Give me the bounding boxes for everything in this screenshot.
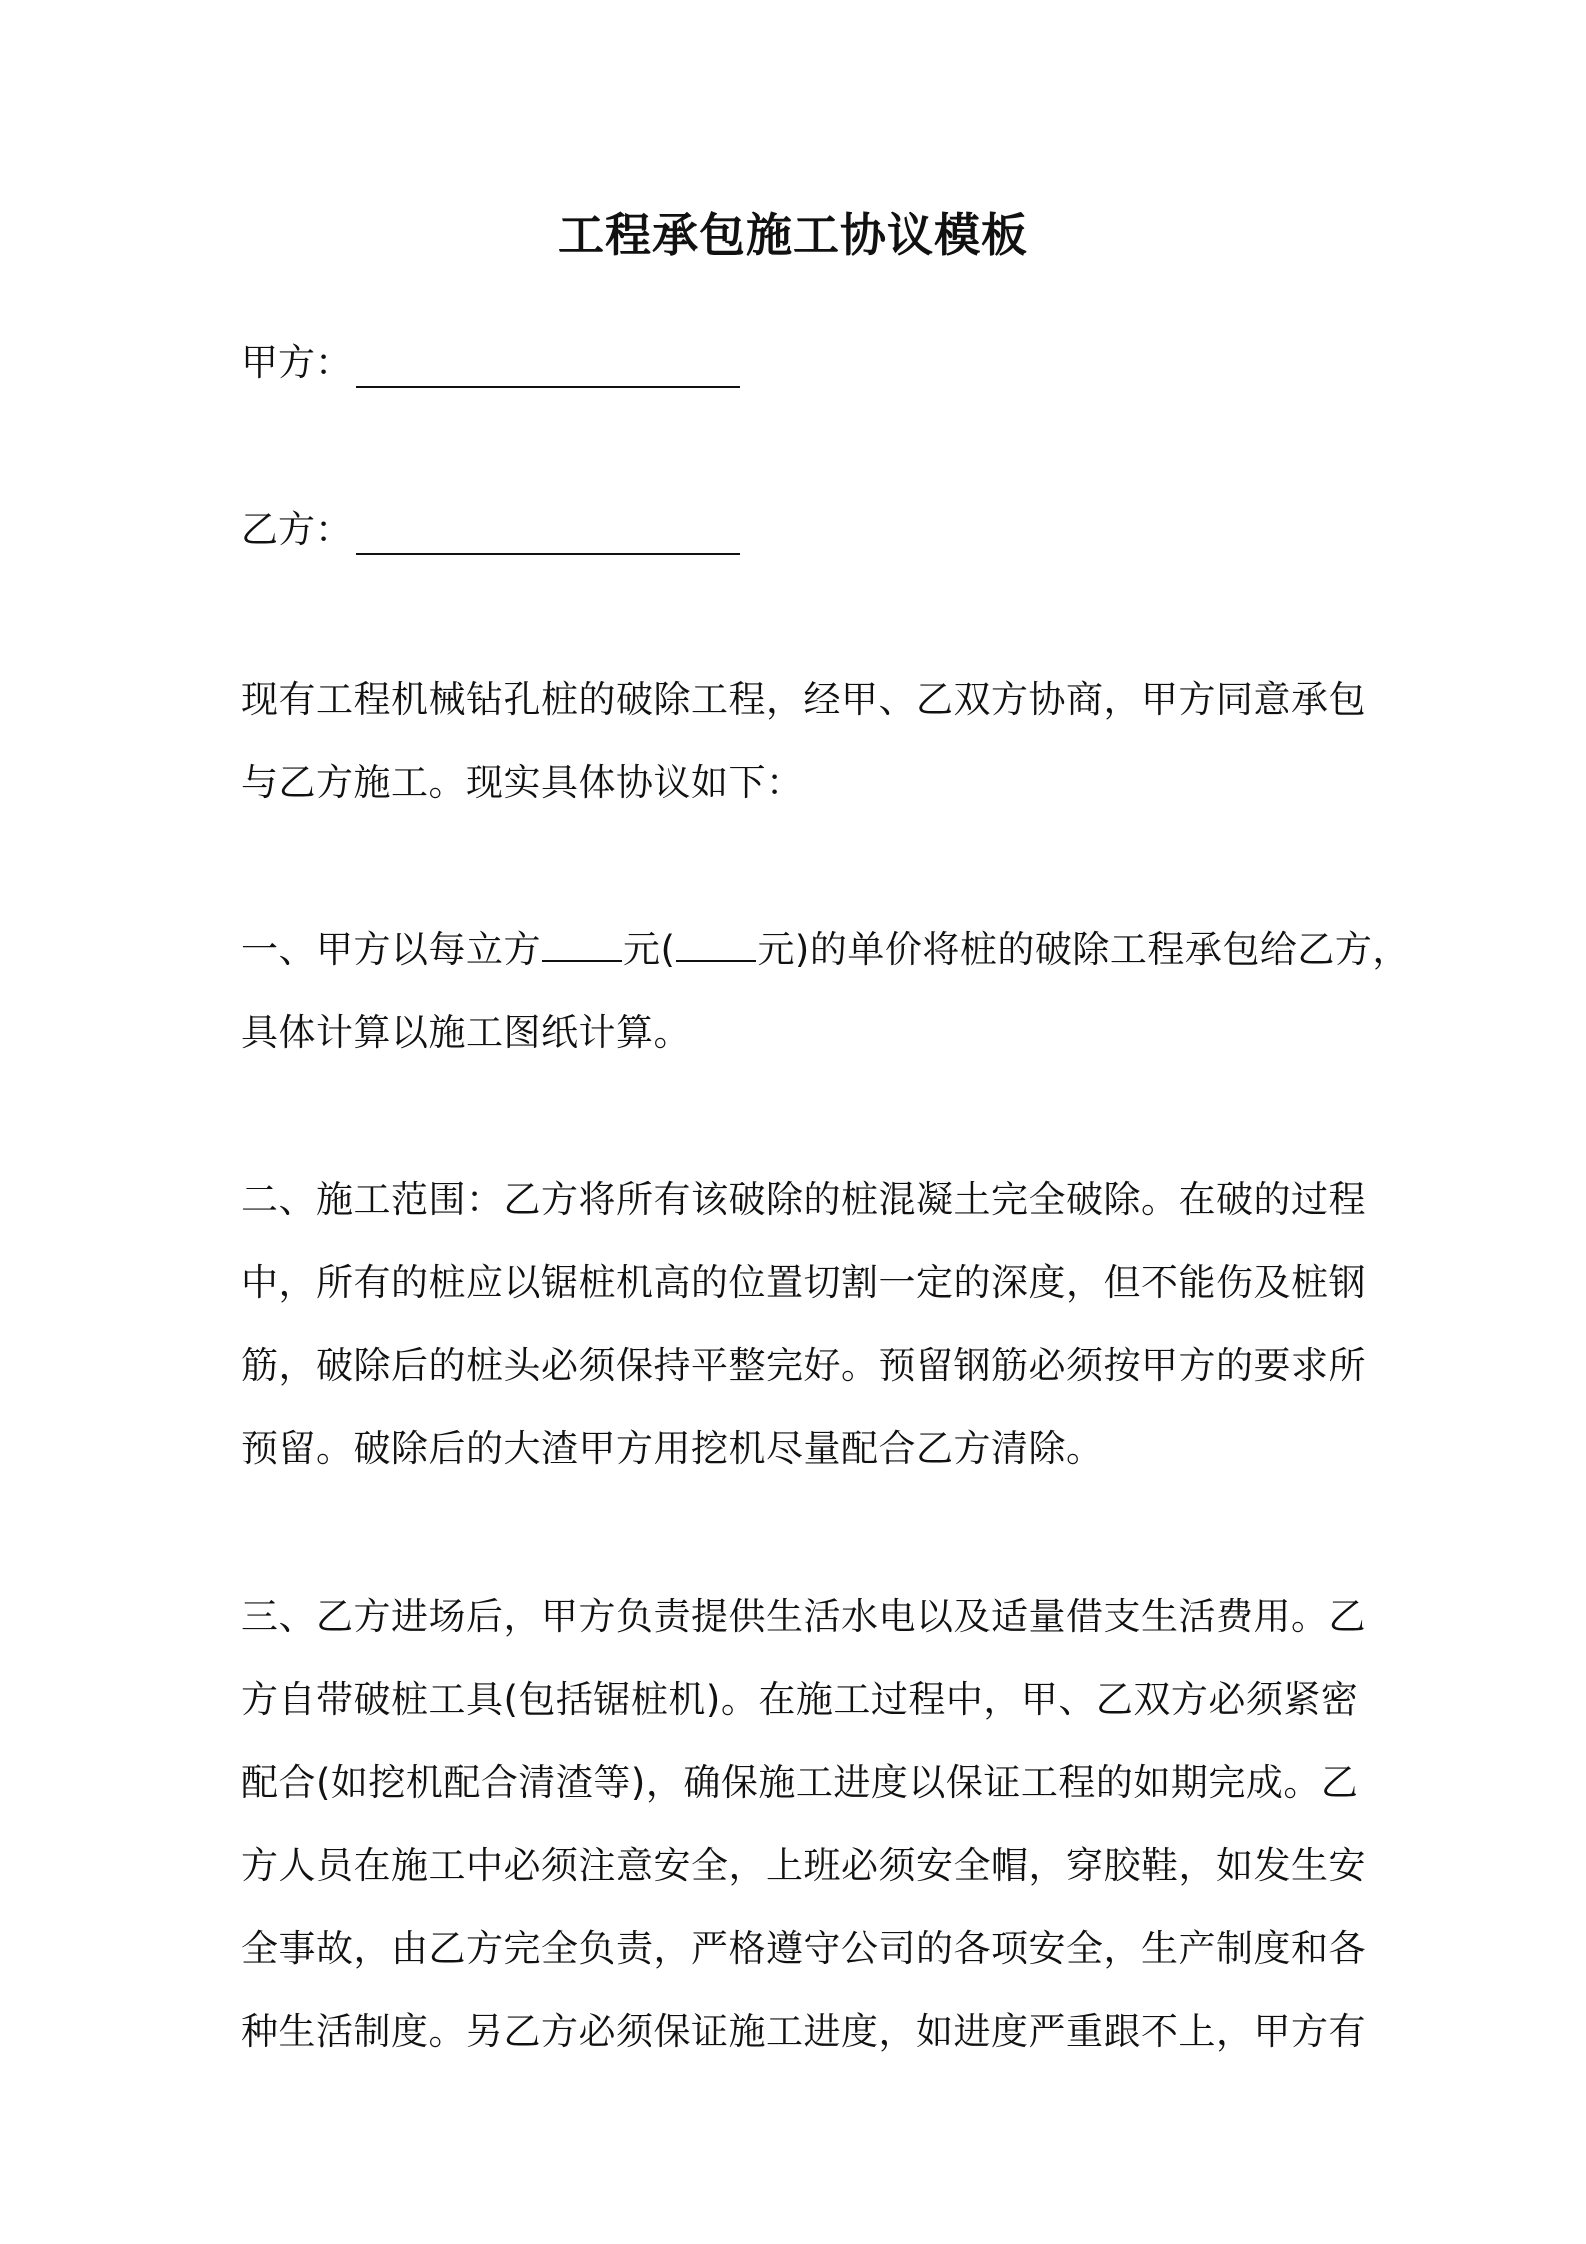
- party-a-blank: [356, 346, 740, 388]
- clause-3-line: 方自带破桩工具(包括锯桩机)。在施工过程中，甲、乙双方必须紧密: [241, 1678, 1359, 1721]
- unit-price-blank: [542, 922, 622, 962]
- clause-3-line: 种生活制度。另乙方必须保证施工进度，如进度严重跟不上，甲方有: [241, 2010, 1366, 2053]
- clause-2-line: 中，所有的桩应以锯桩机高的位置切割一定的深度，但不能伤及桩钢: [241, 1261, 1366, 1304]
- intro-paragraph: [241, 658, 1391, 824]
- party-b-field: [241, 505, 740, 555]
- clause-2-line: 筋，破除后的桩头必须保持平整完好。预留钢筋必须按甲方的要求所: [241, 1344, 1366, 1387]
- clause-1-text: 元(: [623, 928, 676, 971]
- clause-2-paragraph: [241, 1158, 1391, 1490]
- document-title: 工程承包施工协议模板: [558, 208, 1028, 262]
- party-a-field: [241, 338, 740, 388]
- unit-price-uppercase-blank: [676, 922, 756, 962]
- clause-2-line: 二、施工范围：乙方将所有该破除的桩混凝土完全破除。在破的过程: [241, 1178, 1366, 1221]
- clause-1-line: [241, 908, 1410, 991]
- party-a-label: 甲方：: [241, 341, 352, 384]
- intro-line: 现有工程机械钻孔桩的破除工程，经甲、乙双方协商，甲方同意承包: [241, 678, 1366, 721]
- intro-line: 与乙方施工。现实具体协议如下：: [241, 761, 804, 804]
- clause-3-line: 配合(如挖机配合清渣等)，确保施工进度以保证工程的如期完成。乙: [241, 1761, 1359, 1804]
- clause-1-line: 具体计算以施工图纸计算。: [241, 1011, 691, 1054]
- clause-3-line: 方人员在施工中必须注意安全，上班必须安全帽，穿胶鞋，如发生安: [241, 1844, 1366, 1887]
- clause-3-paragraph: [241, 1575, 1391, 2073]
- clause-1-text: 一、甲方以每立方: [241, 928, 541, 971]
- clause-1-text: 元)的单价将桩的破除工程承包给乙方，: [757, 928, 1410, 971]
- party-b-blank: [356, 513, 740, 555]
- clause-2-line: 预留。破除后的大渣甲方用挖机尽量配合乙方清除。: [241, 1427, 1104, 1470]
- party-b-label: 乙方：: [241, 508, 352, 551]
- clause-1-paragraph: [241, 908, 1410, 1074]
- clause-3-line: 全事故，由乙方完全负责，严格遵守公司的各项安全，生产制度和各: [241, 1927, 1366, 1970]
- clause-3-line: 三、乙方进场后，甲方负责提供生活水电以及适量借支生活费用。乙: [241, 1595, 1366, 1638]
